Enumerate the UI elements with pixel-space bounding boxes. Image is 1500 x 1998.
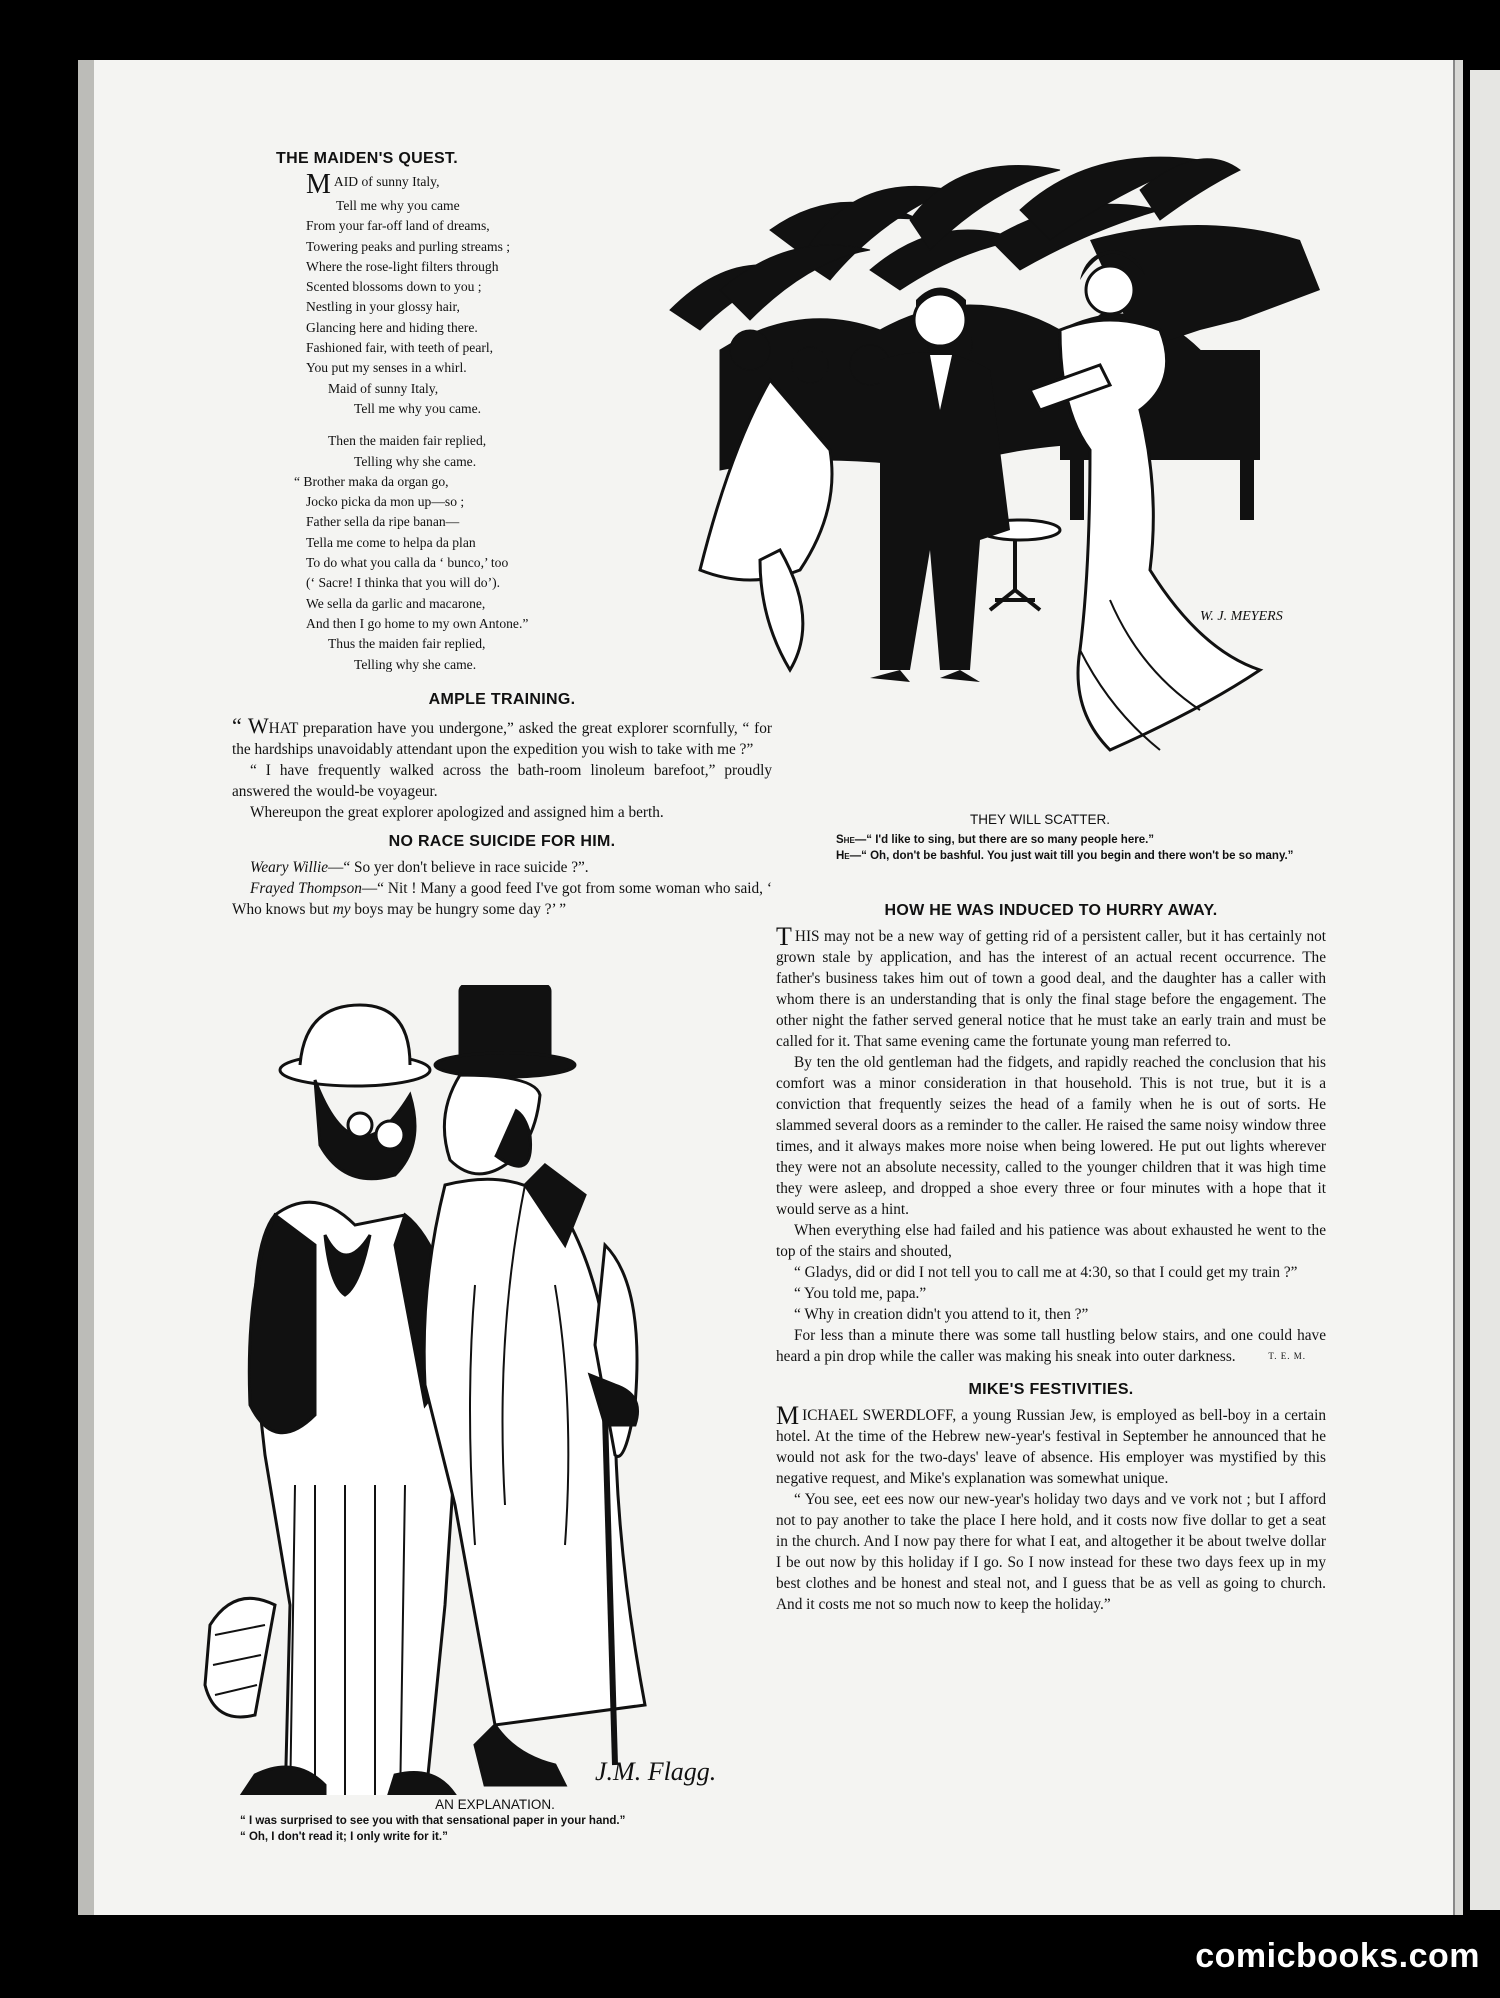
right-column bbox=[776, 902, 1326, 1615]
hurry-away-signature: T. E. M. bbox=[1268, 1351, 1306, 1361]
hurry-away-p4: “ Gladys, did or did I not tell you to call me at 4:30, so that I could get my train ?” bbox=[794, 1264, 1298, 1281]
scatter-artist-signature: W. J. MEYERS bbox=[1200, 609, 1283, 624]
hurry-away-p5: “ You told me, papa.” bbox=[794, 1285, 927, 1302]
poem-line: Tell me why you came. bbox=[354, 400, 482, 416]
explanation-caption-line1: “ I was surprised to see you with that sensational paper in your hand.” bbox=[240, 1815, 626, 1827]
hurry-away-p3: When everything else had failed and his patience was about exhausted he went to the top of the stairs and shouted, bbox=[776, 1222, 1326, 1260]
race-suicide-title: NO RACE SUICIDE FOR HIM. bbox=[388, 832, 616, 850]
poem-line: Tella me come to helpa da plan bbox=[306, 534, 476, 550]
poem-line: (‘ Sacre! I thinka that you will do’). bbox=[306, 575, 501, 591]
poem-line: Fashioned fair, with teeth of pearl, bbox=[306, 340, 494, 356]
poem-line: Glancing here and hiding there. bbox=[306, 319, 478, 335]
site-watermark: comicbooks.com bbox=[1195, 1937, 1480, 1975]
mikes-p1: MICHAEL SWERDLOFF, a young Russian Jew, is employed as bell-boy in a certain hotel. At the time of the Hebrew new-year's festival in September he announced that he would not ask for the two-days' leave of absence. His employer was mystified by this negative request, and Mike's explanation was somewhat unique. bbox=[776, 1401, 1326, 1487]
they-will-scatter-illustration bbox=[640, 150, 1330, 810]
race-suicide-line1: Weary Willie—“ So yer don't believe in race suicide ?”. bbox=[250, 858, 589, 876]
maiden-quest-title: THE MAIDEN'S QUEST. bbox=[276, 150, 458, 167]
poem-line: AID of sunny Italy, bbox=[333, 174, 440, 189]
poem-line: Telling why she came. bbox=[354, 453, 477, 469]
poem-line: Then the maiden fair replied, bbox=[328, 433, 487, 449]
explanation-artist-signature: J.M. Flagg. bbox=[595, 1757, 717, 1786]
hurry-away-p2: By ten the old gentleman had the fidgets, and rapidly reached the conclusion that his comfort was a minor consideration in that household. This is not true, but it is a conviction that frequently seizes the head of a family when he is out of sorts. He slammed several doors as a reminder to the caller. He raised the same noisy window three times, and it always makes more noise when being lowered. He put out lights wherever they were not an absolute necessity, called to the younger children that it was high time they were asleep, and dropped a shoe every three or four minutes with a hope that it would serve as a hint. bbox=[776, 1054, 1326, 1218]
poem-line: Where the rose-light filters through bbox=[306, 258, 499, 274]
poem-line: Father sella da ripe banan— bbox=[306, 514, 460, 530]
ample-training-p2: “ I have frequently walked across the bath-room linoleum barefoot,” proudly answered the would-be voyageur. bbox=[232, 761, 772, 800]
poem-line: Telling why she came. bbox=[354, 656, 477, 672]
hurry-away-p6: “ Why in creation didn't you attend to it, then ?” bbox=[794, 1306, 1089, 1323]
poem-line: To do what you calla da ‘ bunco,’ too bbox=[306, 555, 509, 571]
poem-line: Tell me why you came bbox=[336, 198, 460, 213]
poem-line: Maid of sunny Italy, bbox=[328, 380, 439, 396]
mikes-title: MIKE'S FESTIVITIES. bbox=[968, 1381, 1134, 1398]
race-suicide-line2: Frayed Thompson—“ Nit ! Many a good feed I've got from some woman who said, ‘ Who knows but my boys may be hungry some day ?’ ” bbox=[232, 879, 773, 918]
poem-line: Nestling in your glossy hair, bbox=[306, 299, 460, 315]
ample-training-p3: Whereupon the great explorer apologized and assigned him a berth. bbox=[250, 803, 664, 821]
poem-dropcap: M bbox=[306, 169, 331, 200]
ample-training-title: AMPLE TRAINING. bbox=[428, 690, 576, 708]
explanation-caption-body bbox=[240, 1813, 780, 1845]
next-page-strip bbox=[1470, 70, 1500, 1910]
poem-line: You put my senses in a whirl. bbox=[306, 360, 467, 376]
hurry-away-p1: THIS may not be a new way of getting rid of a persistent caller, but it has certainly not grown stale by application, and has the interest of an actual recent occurrence. The father's business takes him out of town a good deal, and the daughter has a caller with whom there is an understanding that is only the final stage before the engagement. The other night the father served general notice that he must take an early train and must be called for it. That same evening came the fortunate young man referred to. bbox=[776, 922, 1326, 1050]
scatter-caption-body: She—“ I'd like to sing, but there are so many people here.” He—“ Oh, don't be bashful. You just wait till you begin and there won't be so many.” bbox=[836, 834, 1294, 862]
poem-line: Jocko picka da mon up—so ; bbox=[306, 494, 465, 510]
an-explanation-illustration bbox=[195, 985, 775, 1795]
mikes-p2: “ You see, eet ees now our new-year's holiday two days and ve vork not ; but I afford not to pay another to take the place I here hold, and it costs now five dollar to get a seat in the church. And I now pay there for what I eat, and altogether it be about twelve dollar I be out now by this holiday if I go. So I now instead for these two days feex up in my best clothes and be honest and steal not, and I guess that be as vell as going to church. And it costs me not so much now to keep the holiday.” bbox=[776, 1491, 1326, 1613]
poem-line: Towering peaks and purling streams ; bbox=[306, 238, 511, 254]
page-spine-shadow bbox=[78, 60, 94, 1915]
explanation-caption-title: AN EXPLANATION. bbox=[435, 1797, 555, 1812]
page-edge bbox=[1453, 60, 1463, 1915]
hurry-away-title: HOW HE WAS INDUCED TO HURRY AWAY. bbox=[884, 902, 1218, 919]
explanation-caption-line2: “ Oh, I don't read it; I only write for it.” bbox=[240, 1831, 448, 1843]
poem-line: Scented blossoms down to you ; bbox=[306, 279, 482, 295]
ample-training-p1: “ WHAT preparation have you undergone,” asked the great explorer scornfully, “ for the hardships unavoidably attendant upon the expedition you wish to take with me ?” bbox=[232, 712, 773, 758]
scatter-caption-title: THEY WILL SCATTER. bbox=[969, 812, 1111, 827]
poem-line: “ Brother maka da organ go, bbox=[294, 473, 449, 489]
poem-line: Thus the maiden fair replied, bbox=[328, 636, 486, 652]
poem-line: From your far-off land of dreams, bbox=[306, 218, 490, 234]
poem-line: We sella da garlic and macarone, bbox=[306, 595, 486, 611]
hurry-away-p7: For less than a minute there was some tall hustling below stairs, and one could have heard a pin drop while the caller was making his sneak into outer darkness. T. E. M. bbox=[776, 1327, 1326, 1365]
poem-line: And then I go home to my own Antone.” bbox=[306, 615, 529, 631]
